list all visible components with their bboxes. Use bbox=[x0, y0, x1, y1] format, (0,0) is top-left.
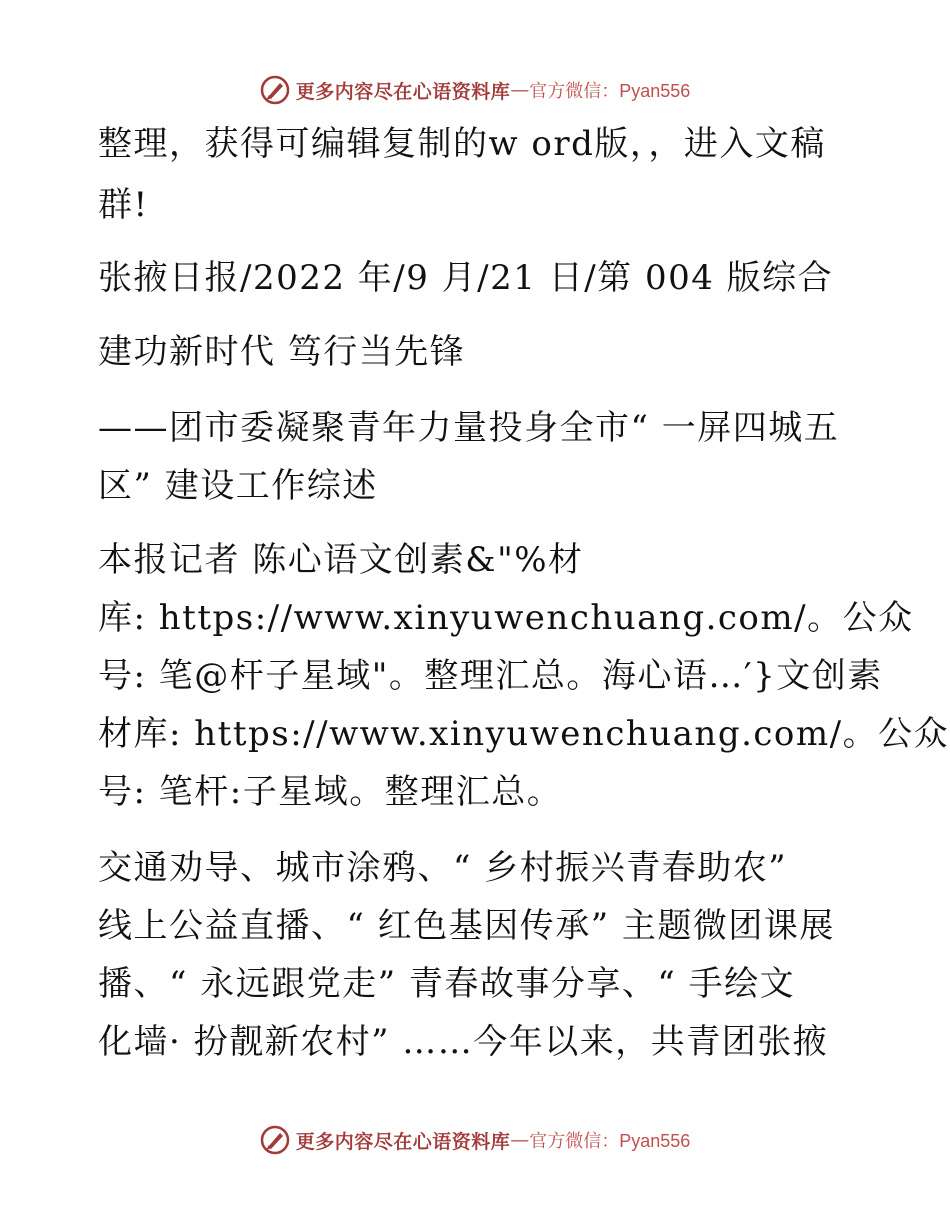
article-subtitle: ——团市委凝聚青年力量投身全市“ 一屏四城五 bbox=[98, 408, 840, 448]
text-line: 号: 笔杆:子星域。整理汇总。 bbox=[98, 772, 563, 812]
text-line: 张掖日报/2022 年/9 月/21 日/第 004 版综合 bbox=[98, 258, 834, 298]
body-paragraph-line: 线上公益直播、“ 红色基因传承” 主题微团课展 bbox=[98, 906, 835, 946]
article-subtitle-cont: 区” 建设工作综述 bbox=[98, 466, 378, 506]
footer-watermark bbox=[0, 1120, 950, 1160]
text-line: 库: https://www.xinyuwenchuang.com/。公众 bbox=[98, 598, 914, 638]
watermark-brand: 更多内容尽在心语资料库 bbox=[295, 1130, 511, 1153]
body-paragraph-line: 交通劝导、城市涂鸦、“ 乡村振兴青春助农” bbox=[98, 848, 788, 888]
header-watermark bbox=[0, 70, 950, 110]
watermark-separator: — bbox=[510, 1129, 530, 1151]
watermark-separator: — bbox=[510, 79, 530, 101]
text-line: 群! bbox=[98, 185, 149, 225]
watermark-wechat: 官方微信：Pyan556 bbox=[529, 1131, 691, 1151]
byline: 本报记者 陈心语文创素&"%材 bbox=[98, 540, 584, 580]
watermark-brand: 更多内容尽在心语资料库 bbox=[295, 80, 511, 103]
article-title: 建功新时代 笃行当先锋 bbox=[98, 332, 466, 372]
watermark-wechat: 官方微信：Pyan556 bbox=[529, 81, 691, 101]
body-paragraph-line: 播、“ 永远跟党走” 青春故事分享、“ 手绘文 bbox=[98, 964, 796, 1004]
text-line: 材库: https://www.xinyuwenchuang.com/。公众 bbox=[98, 714, 950, 754]
body-paragraph-line: 化墙· 扮靓新农村” ……今年以来，共青团张掖 bbox=[98, 1022, 829, 1062]
text-line: 号: 笔@杆子星域"。整理汇总。海心语…′}文创素 bbox=[98, 656, 883, 696]
pen-logo-icon bbox=[260, 75, 290, 105]
pen-logo-icon bbox=[260, 1125, 290, 1155]
text-line: 整理，获得可编辑复制的w ord版，，进入文稿 bbox=[98, 124, 826, 164]
